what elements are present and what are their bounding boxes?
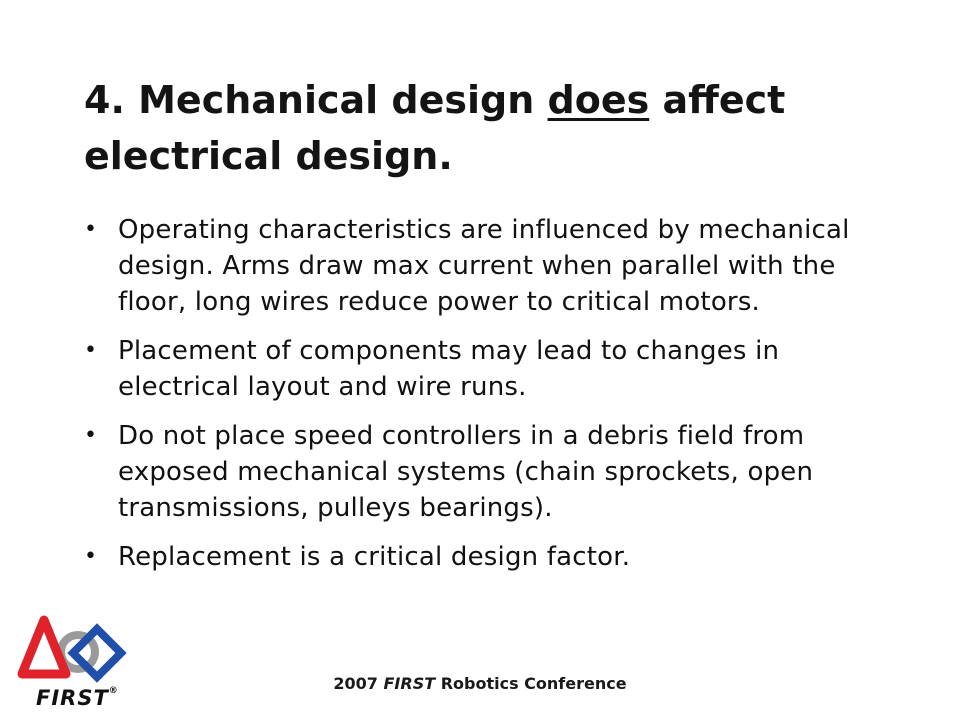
bullet-text: Operating characteristics are influenced by mechanical design. Arms draw max current when parallel with the floor, long wires reduce power to critical motors. [118, 215, 850, 317]
bullet-marker: • [84, 338, 98, 363]
logo-registered-mark: ® [108, 686, 119, 696]
bullet-marker: • [84, 423, 98, 448]
bullet-marker: • [84, 544, 98, 569]
footer-event: Robotics Conference [435, 674, 627, 693]
bullet-item [84, 212, 904, 320]
slide-title [84, 72, 904, 184]
footer-caption [0, 674, 960, 693]
title-text-end: affect electrical design. [84, 78, 786, 178]
footer-brand: FIRST [383, 674, 436, 693]
logo-wordmark-text: FIRST [36, 686, 109, 710]
bullet-item [84, 539, 904, 575]
bullet-item [84, 333, 904, 405]
footer-year: 2007 [333, 674, 384, 693]
bullet-list [84, 212, 904, 588]
bullet-text: Replacement is a critical design factor. [118, 542, 631, 572]
bullet-marker: • [84, 217, 98, 242]
bullet-item [84, 418, 904, 526]
logo-triangle-shape [22, 620, 66, 674]
bullet-text: Placement of components may lead to changes in electrical layout and wire runs. [118, 336, 780, 402]
bullet-text: Do not place speed controllers in a debris field from exposed mechanical systems (chain sprockets, open transmissions, pulleys bearings). [118, 421, 814, 523]
title-emphasis-does: does [547, 78, 650, 122]
title-text-start: 4. Mechanical design [84, 78, 548, 122]
